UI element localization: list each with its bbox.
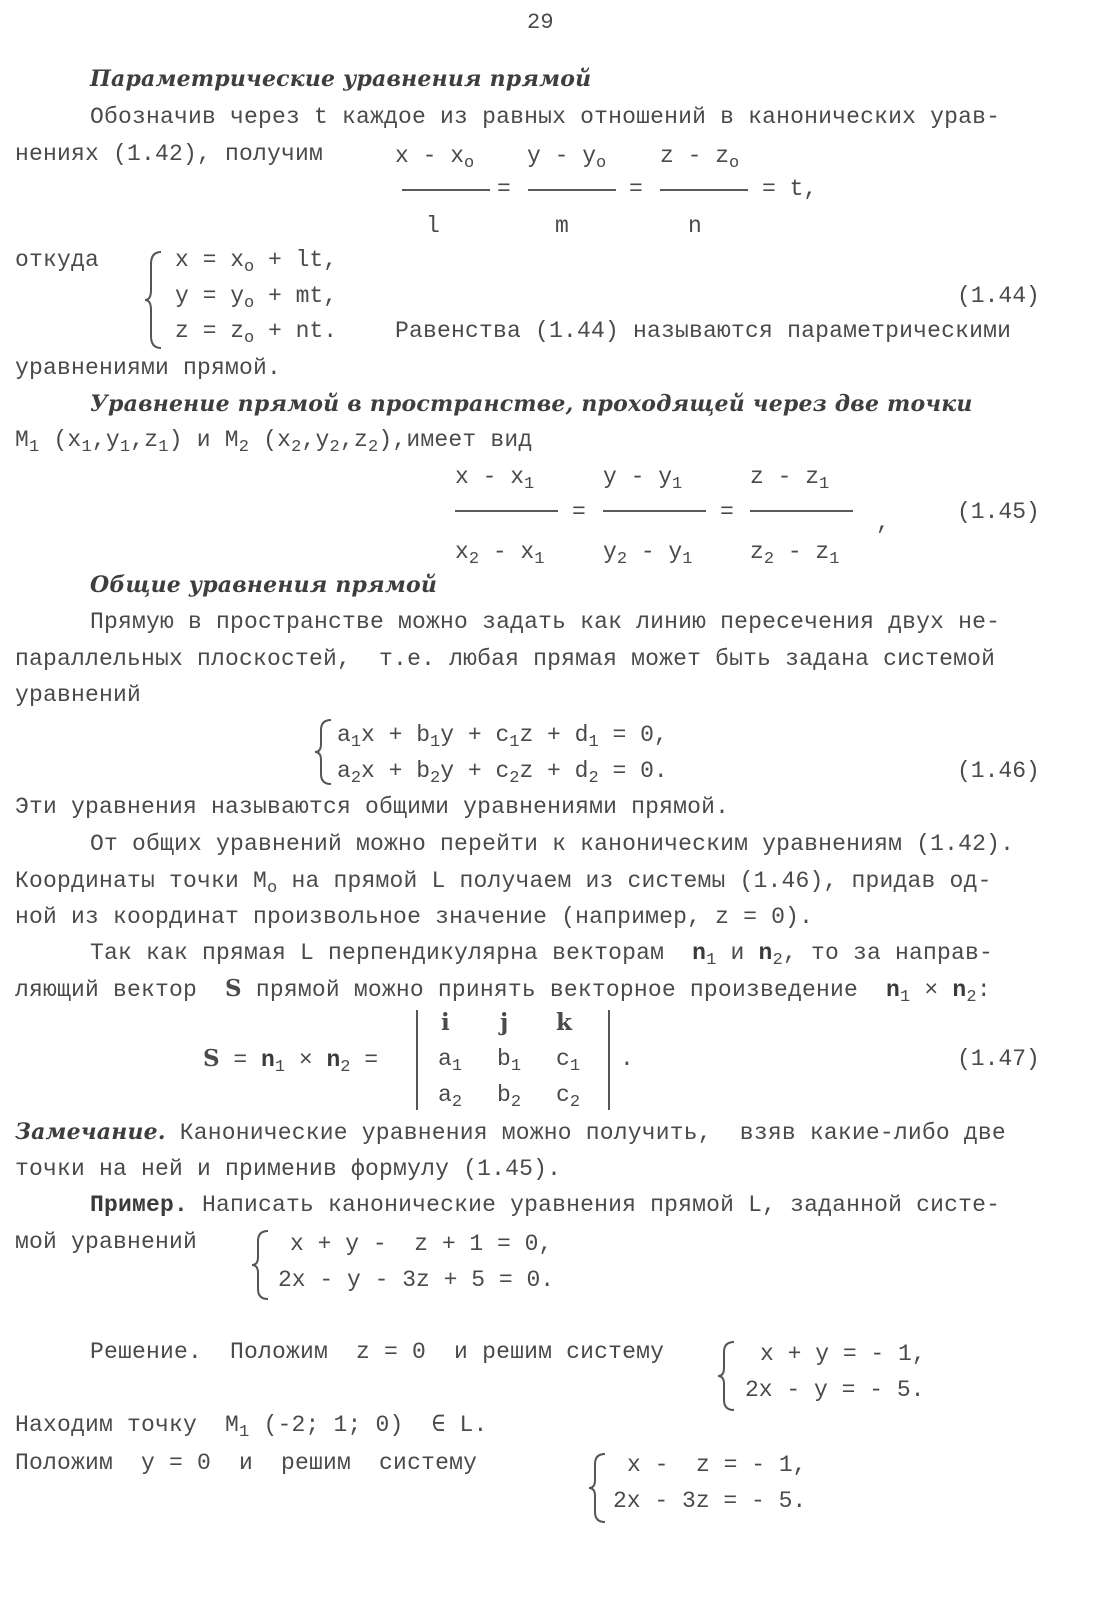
fraction-bar [402,189,490,191]
paragraph-line: Координаты точки $M_o$ на прямой L получаем из системы (1.46), придав од- [15,868,992,898]
fraction-bar [603,510,706,512]
fraction-bar [455,510,558,512]
solution-system1-eq1: x + y = - 1, [760,1341,926,1367]
paragraph-line: От общих уравнений можно перейти к каноническим уравнениям (1.42). [90,831,1015,857]
system-brace [250,1229,272,1301]
solution-line: Находим точку $M_1$ (-2; 1; 0) ∈ L. [15,1412,488,1442]
heading-two-points: Уравнение прямой в пространстве, проходящей через две точки [90,391,973,417]
system-brace [587,1452,609,1524]
example-line: Пример. Написать канонические уравнения прямой L, заданной систе- [90,1192,1001,1218]
paragraph-line: Так как прямая L перпендикулярна векторам $n_1$ и $n_2$, то за направ- [90,940,994,970]
example-line: мой уравнений [15,1229,198,1255]
equation-number: (1.47) [957,1046,1040,1072]
paragraph-line: Равенства (1.44) называются параметрическими [395,318,1012,344]
remark-line: точки на ней и применив формулу (1.45). [15,1156,562,1182]
fraction-bar [660,189,748,191]
equation-number: (1.46) [957,758,1040,784]
example-system-eq1: x + y - z + 1 = 0, [290,1231,553,1257]
solution-line: Решение. Положим z = 0 и решим систему [90,1339,665,1365]
remark-label: Замечание. [15,1119,166,1145]
equation-number: (1.44) [957,283,1040,309]
paragraph-line: нениях (1.42), получим [15,141,324,167]
paragraph-line: ляющий вектор S прямой можно принять векторное произведение $n_1 \times n_2$: [15,975,991,1007]
fraction-bar [528,189,616,191]
solution-system2-eq1: x - z = - 1, [627,1452,807,1478]
heading-parametric: Параметрические уравнения прямой [90,66,592,92]
solution-system1-eq2: 2x - y = - 5. [745,1377,925,1403]
page-number: 29 [527,10,554,35]
solution-line: Положим y = 0 и решим систему [15,1450,478,1476]
otkuda-label: откуда [15,247,100,273]
paragraph-line: $M_1$ $(x_1,y_1,z_1)$ и $M_2$ $(x_2,y_2,z_2),имеет$ вид [15,427,533,457]
heading-general: Общие уравнения прямой [90,572,438,598]
paragraph-line: Эти уравнения называются общими уравнениями прямой. [15,794,730,820]
paragraph-line: уравнениями прямой. [15,355,282,381]
fraction-bar [750,510,853,512]
example-system-eq2: 2x - y - 3z + 5 = 0. [278,1267,555,1293]
example-label: Пример. [90,1192,189,1218]
paragraph-line: Обозначив через t каждое из равных отношений в канонических урав- [90,104,1001,130]
paragraph-line: параллельных плоскостей, т.е. любая прямая может быть задана системой [15,646,996,672]
remark-line: Замечание. Канонические уравнения можно получить, взяв какие-либо две [15,1119,1006,1146]
determinant-bar-left [416,1010,418,1110]
equation-number: (1.45) [957,499,1040,525]
solution-system2-eq2: 2x - 3z = - 5. [613,1488,807,1514]
paragraph-line: ной из координат произвольное значение (например, z = 0). [15,904,814,930]
paragraph-line: уравнений [15,682,142,708]
system-brace [313,718,335,786]
system-brace [143,250,165,350]
system-brace [716,1340,738,1412]
determinant-bar-right [608,1010,610,1110]
paragraph-line: Прямую в пространстве можно задать как линию пересечения двух не- [90,609,1001,635]
